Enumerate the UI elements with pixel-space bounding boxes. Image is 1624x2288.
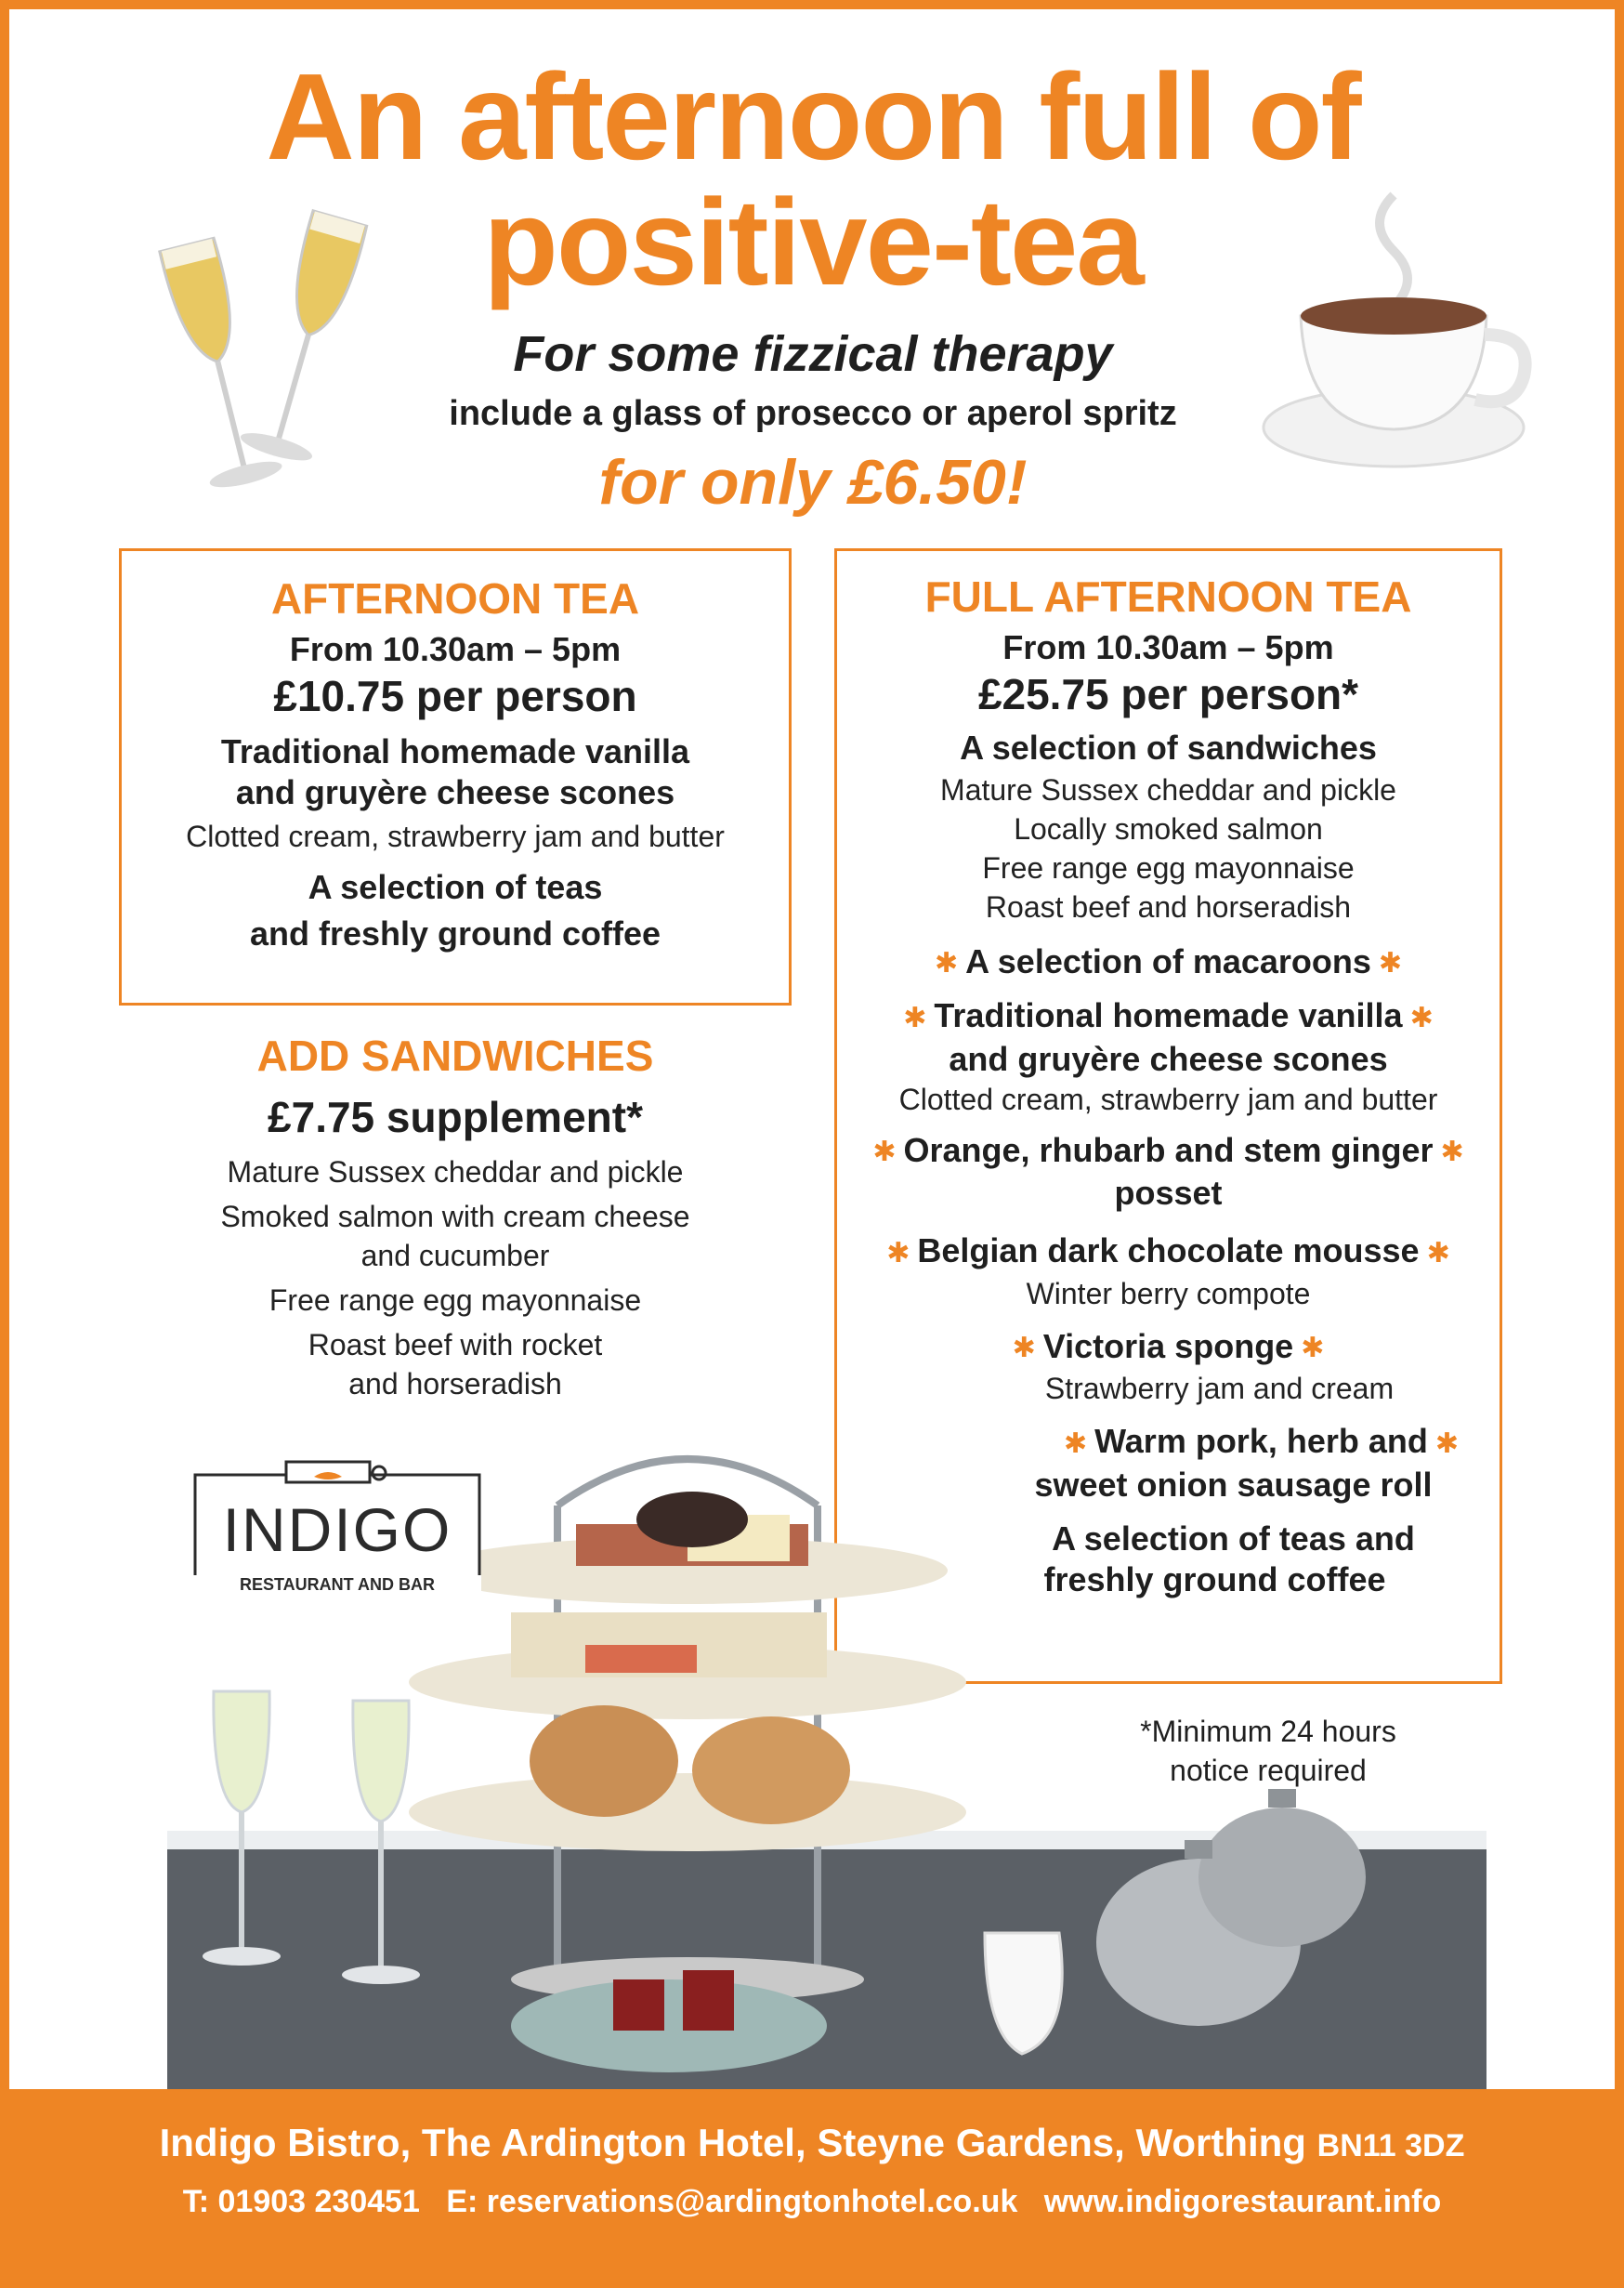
sandwich-item: Free range egg mayonnaise xyxy=(268,1283,642,1317)
headline-line2: positive-tea xyxy=(483,174,1143,310)
add-sandwiches-title: ADD SANDWICHES xyxy=(256,1032,654,1080)
posset-label1: Orange, rhubarb and stem ginger xyxy=(903,1130,1434,1169)
macaroons-label: A selection of macaroons xyxy=(965,942,1371,980)
add-sandwiches-price: £7.75 supplement* xyxy=(268,1093,643,1141)
full-sandwich-item: Locally smoked salmon xyxy=(1014,812,1323,846)
scones-item xyxy=(834,995,1502,1038)
posset-item xyxy=(834,1130,1502,1173)
mousse-label: Belgian dark chocolate mousse xyxy=(917,1231,1420,1270)
asterisk-icon: ✱ xyxy=(1012,1333,1036,1364)
asterisk-icon: ✱ xyxy=(886,1237,910,1269)
asterisk-icon: ✱ xyxy=(1301,1333,1325,1364)
headline-line1: An afternoon full of xyxy=(266,48,1360,185)
macaroons-item xyxy=(834,941,1502,984)
footer-contact-line xyxy=(0,2184,1624,2220)
scones-label2: and gruyère cheese scones xyxy=(949,1039,1388,1078)
footer-address-line xyxy=(0,2121,1624,2165)
afternoon-tea-item1b: and gruyère cheese scones xyxy=(235,773,675,811)
footer-postcode: BN11 3DZ xyxy=(1316,2128,1465,2163)
footer-address: Indigo Bistro, The Ardington Hotel, Steyne Gardens, Worthing xyxy=(159,2121,1306,2164)
mousse-item xyxy=(834,1230,1502,1273)
afternoon-tea-section xyxy=(119,572,792,954)
asterisk-icon: ✱ xyxy=(1409,1002,1434,1033)
asterisk-icon: ✱ xyxy=(934,948,959,980)
footer-website[interactable]: www.indigorestaurant.info xyxy=(1043,2184,1442,2219)
full-afternoon-tea-hours: From 10.30am – 5pm xyxy=(1002,628,1334,666)
add-sandwiches-section xyxy=(119,1030,792,1403)
afternoon-tea-hours: From 10.30am – 5pm xyxy=(289,630,622,668)
afternoon-tea-item2: A selection of teas xyxy=(308,868,603,906)
scones-desc: Clotted cream, strawberry jam and butter xyxy=(898,1082,1438,1116)
sandwich-selection-title: A selection of sandwiches xyxy=(960,729,1377,767)
asterisk-icon: ✱ xyxy=(1064,1427,1088,1459)
full-afternoon-tea-price: £25.75 per person* xyxy=(977,670,1359,718)
footer-phone[interactable]: T: 01903 230451 xyxy=(182,2184,420,2219)
mousse-desc: Winter berry compote xyxy=(1026,1276,1311,1310)
pork-label2: sweet onion sausage roll xyxy=(1034,1465,1433,1504)
asterisk-icon: ✱ xyxy=(1440,1137,1464,1168)
logo-tagline: RESTAURANT AND BAR xyxy=(193,1575,481,1595)
pork-label1: Warm pork, herb and xyxy=(1094,1422,1428,1461)
full-sandwich-item: Mature Sussex cheddar and pickle xyxy=(940,773,1396,807)
sponge-label: Victoria sponge xyxy=(1042,1326,1294,1365)
promo-price: for only £6.50! xyxy=(598,447,1028,518)
teas-label2: freshly ground coffee xyxy=(1043,1559,1386,1598)
logo-name: INDIGO xyxy=(222,1495,452,1564)
sponge-item xyxy=(834,1326,1502,1369)
afternoon-tea-title: AFTERNOON TEA xyxy=(270,574,640,623)
full-sandwich-item: Free range egg mayonnaise xyxy=(982,851,1355,885)
afternoon-tea-item2b: and freshly ground coffee xyxy=(249,914,661,953)
indigo-logo xyxy=(193,1454,481,1612)
sandwich-item: and cucumber xyxy=(360,1239,550,1272)
sandwich-item: Smoked salmon with cream cheese xyxy=(220,1200,690,1233)
sandwich-item: Roast beef with rocket xyxy=(308,1328,603,1361)
promo-line1: For some fizzical therapy xyxy=(513,326,1113,382)
sandwich-item: Mature Sussex cheddar and pickle xyxy=(227,1155,684,1189)
scones-label1: Traditional homemade vanilla xyxy=(934,996,1403,1035)
asterisk-icon: ✱ xyxy=(1426,1237,1450,1269)
afternoon-tea-item1: Traditional homemade vanilla xyxy=(220,732,690,770)
asterisk-icon: ✱ xyxy=(903,1002,927,1033)
asterisk-icon: ✱ xyxy=(872,1137,897,1168)
teas-label1: A selection of teas and xyxy=(1052,1519,1415,1558)
promo-line2: include a glass of prosecco or aperol spritz xyxy=(449,394,1177,433)
note-line1: *Minimum 24 hours xyxy=(1140,1715,1396,1748)
asterisk-icon: ✱ xyxy=(1434,1427,1459,1459)
afternoon-tea-price: £10.75 per person xyxy=(273,672,637,720)
afternoon-tea-item1-desc: Clotted cream, strawberry jam and butter xyxy=(186,820,725,853)
note-line2: notice required xyxy=(1170,1754,1367,1787)
posset-label2: posset xyxy=(1114,1174,1223,1213)
asterisk-icon: ✱ xyxy=(1378,948,1403,980)
full-sandwich-item: Roast beef and horseradish xyxy=(985,890,1352,924)
sandwich-item: and horseradish xyxy=(348,1367,562,1400)
sponge-desc: Strawberry jam and cream xyxy=(1044,1372,1395,1406)
footer-email[interactable]: E: reservations@ardingtonhotel.co.uk xyxy=(446,2184,1018,2219)
full-afternoon-tea-title: FULL AFTERNOON TEA xyxy=(924,572,1412,621)
